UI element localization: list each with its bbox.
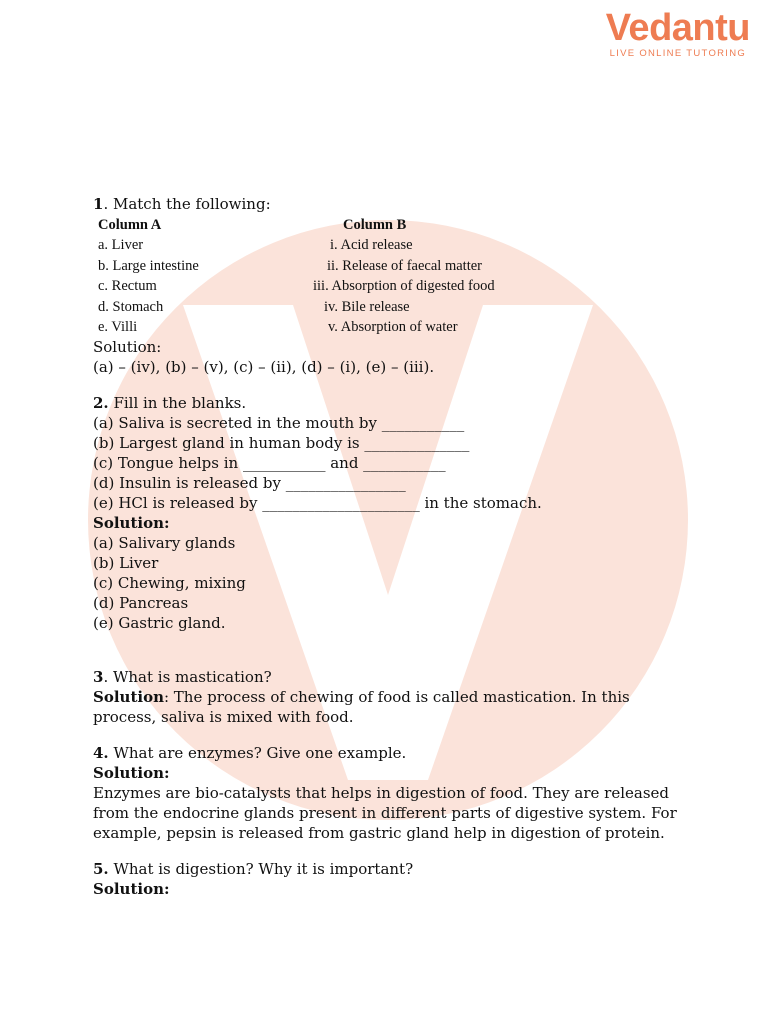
solution-text: : The process of chewing of food is called mastication. In this process, saliva is mixed with food. — [93, 688, 630, 726]
question-3-number: 3 — [93, 668, 104, 686]
solution-paragraph — [93, 687, 693, 727]
question-5-number: 5. — [93, 860, 109, 878]
solution-text: (a) – (iv), (b) – (v), (c) – (ii), (d) – (i), (e) – (iii). — [93, 358, 435, 376]
answer-item: (a) Salivary glands — [93, 534, 236, 552]
solution-label: Solution — [93, 688, 164, 706]
question-1-text: . Match the following: — [103, 195, 271, 213]
blank-item: (c) Tongue helps in ___________ and ___________ — [93, 454, 446, 472]
question-2-number: 2. — [93, 394, 109, 412]
match-table — [93, 215, 693, 337]
solution-text: Enzymes are bio-catalysts that helps in digestion of food. They are released from the endocrine glands present in different parts of digestive system. For example, pepsin is released from gastric gland help in digestion of protein. — [93, 784, 677, 842]
match-row: c. Rectum iii. Absorption of digested food — [98, 278, 495, 295]
worksheet-content — [93, 194, 693, 899]
answer-item: (b) Liver — [93, 554, 159, 572]
question-2-text: Fill in the blanks. — [108, 394, 247, 412]
question-1-number: 1 — [93, 195, 104, 213]
answer-item: (e) Gastric gland. — [93, 614, 226, 632]
question-5 — [93, 859, 693, 879]
answer-item: (d) Pancreas — [93, 594, 189, 612]
logo-tagline: LIVE ONLINE TUTORING — [609, 48, 747, 59]
answer-item: (c) Chewing, mixing — [93, 574, 246, 592]
blank-item: (e) HCl is released by _____________________ in the stomach. — [93, 494, 542, 512]
logo-wordmark: Vedantu — [605, 7, 750, 49]
column-b-header: Column B — [343, 217, 407, 233]
match-row: a. Liver i. Acid release — [98, 237, 413, 254]
match-row: b. Large intestine ii. Release of faecal matter — [98, 257, 482, 274]
solution-label: Solution: — [93, 764, 170, 782]
match-row: e. Villi v. Absorption of water — [98, 318, 458, 335]
column-a-header: Column A — [98, 217, 162, 233]
match-row: d. Stomach iv. Bile release — [98, 298, 410, 315]
question-4-number: 4. — [93, 744, 109, 762]
blank-item: (b) Largest gland in human body is ______________ — [93, 434, 470, 452]
question-4 — [93, 743, 693, 763]
question-2 — [93, 393, 693, 413]
blank-item: (d) Insulin is released by ________________ — [93, 474, 406, 492]
blank-item: (a) Saliva is secreted in the mouth by ___________ — [93, 414, 465, 432]
question-4-text: What are enzymes? Give one example. — [108, 744, 407, 762]
solution-label: Solution: — [93, 338, 162, 356]
solution-label: Solution: — [93, 880, 170, 898]
question-5-text: What is digestion? Why it is important? — [108, 860, 414, 878]
question-1 — [93, 194, 693, 214]
question-3 — [93, 667, 693, 687]
question-3-text: . What is mastication? — [103, 668, 272, 686]
vedantu-logo — [606, 6, 750, 59]
solution-label: Solution: — [93, 514, 170, 532]
